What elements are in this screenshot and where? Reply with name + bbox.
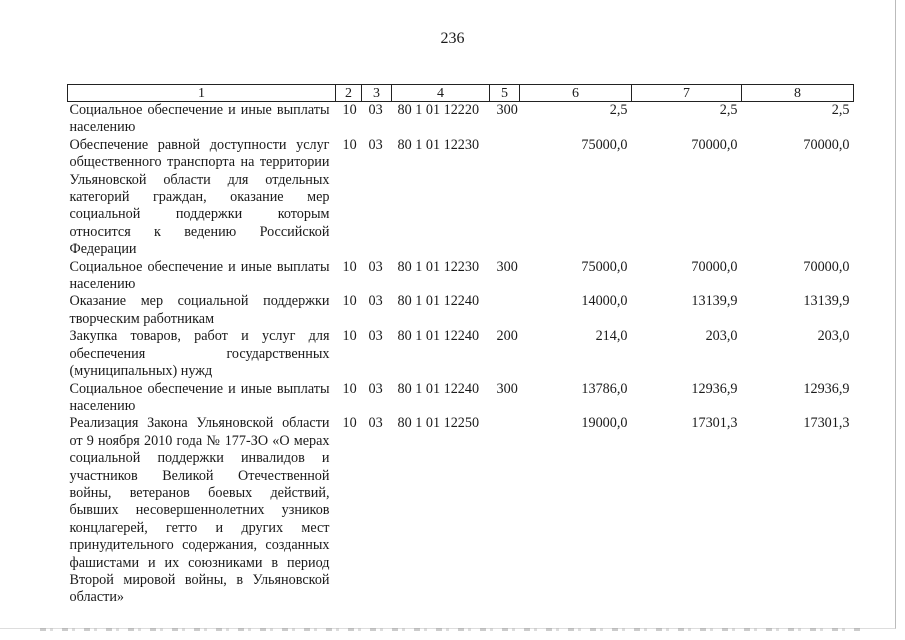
column-header: 1 bbox=[68, 85, 336, 102]
amount-col6-cell: 13786,0 bbox=[581, 380, 628, 397]
target-code-cell: 80 1 01 12230 bbox=[397, 258, 480, 275]
amount-col8-cell: 203,0 bbox=[817, 328, 850, 345]
column-header: 7 bbox=[632, 85, 742, 102]
amount-col7-cell: 13139,9 bbox=[691, 293, 738, 310]
expense-type-cell: 300 bbox=[496, 102, 518, 118]
amount-col8-cell: 70000,0 bbox=[803, 258, 850, 275]
table-row bbox=[68, 328, 854, 380]
amount-col8-cell: 12936,9 bbox=[803, 380, 850, 397]
expense-type-cell: 300 bbox=[496, 380, 518, 397]
row-name-cell: Социальное обеспечение и иные выплаты населению bbox=[69, 102, 330, 136]
row-name-cell: Закупка товаров, работ и услуг для обеспечения государственных (муниципальных) нужд bbox=[69, 328, 330, 380]
row-name-cell: Реализация Закона Ульяновской области от 9 ноября 2010 года № 177-ЗО «О мерах социальной поддержки инвалидов и участников Великой Отечественной войны, ветеранов боевых действий, бывших несовершеннолетних узников концлагерей, гетто и других мест принудительного содержания, созданных фашистами и их союзниками в период Второй мировой войны, в Ульяновской области» bbox=[69, 415, 330, 606]
target-code-cell: 80 1 01 12240 bbox=[397, 380, 480, 397]
amount-col7-cell: 12936,9 bbox=[691, 380, 738, 397]
subsection-cell: 03 bbox=[368, 293, 383, 310]
expense-type-cell bbox=[490, 137, 520, 259]
amount-col7-cell: 70000,0 bbox=[691, 258, 738, 275]
amount-col7-cell: 2,5 bbox=[719, 102, 738, 118]
section-cell: 10 bbox=[342, 258, 357, 275]
amount-col7-cell: 203,0 bbox=[705, 328, 738, 345]
amount-col6-cell: 14000,0 bbox=[581, 293, 628, 310]
amount-col6-cell: 75000,0 bbox=[581, 136, 628, 153]
budget-table bbox=[67, 84, 854, 607]
amount-col8-cell: 13139,9 bbox=[803, 293, 850, 310]
target-code-cell: 80 1 01 12220 bbox=[397, 102, 480, 118]
row-name-cell: Социальное обеспечение и иные выплаты населению bbox=[69, 258, 330, 293]
amount-col8-cell: 70000,0 bbox=[803, 136, 850, 153]
column-header: 5 bbox=[490, 85, 520, 102]
amount-col8-cell: 2,5 bbox=[831, 102, 850, 118]
expense-type-cell bbox=[490, 415, 520, 606]
amount-col6-cell: 2,5 bbox=[609, 102, 628, 118]
expense-type-cell bbox=[490, 293, 520, 328]
expense-type-cell: 200 bbox=[496, 328, 518, 345]
section-cell: 10 bbox=[342, 380, 357, 397]
column-header: 2 bbox=[336, 85, 362, 102]
amount-col6-cell: 75000,0 bbox=[581, 258, 628, 275]
subsection-cell: 03 bbox=[368, 136, 383, 153]
section-cell: 10 bbox=[342, 293, 357, 310]
amount-col7-cell: 17301,3 bbox=[691, 415, 738, 432]
section-cell: 10 bbox=[342, 328, 357, 345]
table-row bbox=[68, 259, 854, 294]
table-body bbox=[68, 102, 854, 607]
row-name-cell: Оказание мер социальной поддержки творческим работникам bbox=[69, 293, 330, 327]
column-header: 8 bbox=[742, 85, 854, 102]
subsection-cell: 03 bbox=[368, 258, 383, 275]
subsection-cell: 03 bbox=[368, 102, 383, 118]
section-cell: 10 bbox=[342, 136, 357, 153]
table-row bbox=[68, 293, 854, 328]
expense-type-cell: 300 bbox=[496, 258, 518, 275]
subsection-cell: 03 bbox=[368, 328, 383, 345]
amount-col6-cell: 19000,0 bbox=[581, 415, 628, 432]
target-code-cell: 80 1 01 12230 bbox=[397, 136, 480, 153]
target-code-cell: 80 1 01 12240 bbox=[397, 328, 480, 345]
section-cell: 10 bbox=[342, 415, 357, 432]
column-header: 6 bbox=[520, 85, 632, 102]
header-row bbox=[68, 85, 854, 102]
column-header: 3 bbox=[362, 85, 392, 102]
table-row bbox=[68, 137, 854, 259]
amount-col6-cell: 214,0 bbox=[595, 328, 628, 345]
amount-col7-cell: 70000,0 bbox=[691, 136, 738, 153]
row-name-cell: Социальное обеспечение и иные выплаты населению bbox=[69, 380, 330, 414]
column-header: 4 bbox=[392, 85, 490, 102]
section-cell: 10 bbox=[342, 102, 357, 118]
target-code-cell: 80 1 01 12240 bbox=[397, 293, 480, 310]
target-code-cell: 80 1 01 12250 bbox=[397, 415, 480, 432]
table-row bbox=[68, 381, 854, 416]
table-row bbox=[68, 102, 854, 137]
subsection-cell: 03 bbox=[368, 415, 383, 432]
amount-col8-cell: 17301,3 bbox=[803, 415, 850, 432]
scan-edge-noise bbox=[40, 628, 860, 631]
subsection-cell: 03 bbox=[368, 380, 383, 397]
row-name-cell: Обеспечение равной доступности услуг общественного транспорта на территории Ульяновской области для отдельных категорий граждан, оказание мер социальной поддержки которым относится к ведению Российской Федерации bbox=[69, 136, 330, 258]
table-row bbox=[68, 415, 854, 606]
page-number: 236 bbox=[440, 30, 465, 47]
